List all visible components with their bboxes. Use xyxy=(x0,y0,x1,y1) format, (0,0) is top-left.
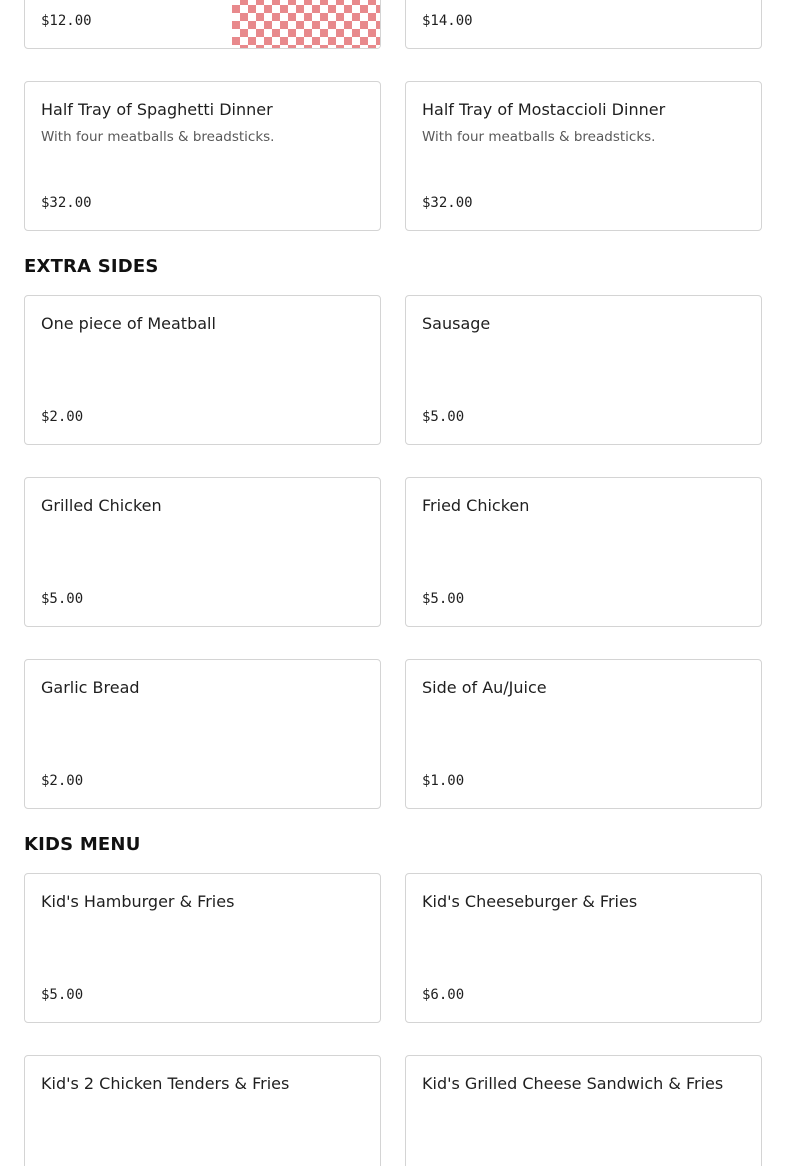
menu-item-kids-chicken-tenders[interactable] xyxy=(24,1055,381,1166)
item-price: $32.00 xyxy=(422,195,473,211)
item-description: With four meatballs & breadsticks. xyxy=(41,129,275,145)
menu-item-kids-cheeseburger[interactable] xyxy=(405,873,762,1023)
item-price: $1.00 xyxy=(422,773,465,789)
pasta-tray-image xyxy=(232,0,380,48)
item-price: $12.00 xyxy=(41,13,92,29)
item-name: Kid's Grilled Cheese Sandwich & Fries xyxy=(422,1074,724,1093)
menu-item-fried-chicken[interactable] xyxy=(405,477,762,627)
item-price: $5.00 xyxy=(41,591,84,607)
item-name: Sausage xyxy=(422,314,491,333)
menu-item-card[interactable] xyxy=(24,0,381,49)
item-price: $6.00 xyxy=(422,987,465,1003)
item-name: Kid's Cheeseburger & Fries xyxy=(422,892,638,911)
menu-item-sausage[interactable] xyxy=(405,295,762,445)
item-name: Kid's 2 Chicken Tenders & Fries xyxy=(41,1074,290,1093)
item-price: $5.00 xyxy=(422,409,465,425)
item-price: $2.00 xyxy=(41,773,84,789)
menu-item-meatball[interactable] xyxy=(24,295,381,445)
item-name: Garlic Bread xyxy=(41,678,140,697)
menu-item-side-au-juice[interactable] xyxy=(405,659,762,809)
item-price: $5.00 xyxy=(422,591,465,607)
item-name: Half Tray of Mostaccioli Dinner xyxy=(422,100,666,119)
item-price: $5.00 xyxy=(41,987,84,1003)
item-name: Kid's Hamburger & Fries xyxy=(41,892,235,911)
item-price: $14.00 xyxy=(422,13,473,29)
item-price: $32.00 xyxy=(41,195,92,211)
menu-item-kids-grilled-cheese[interactable] xyxy=(405,1055,762,1166)
item-name: Side of Au/Juice xyxy=(422,678,547,697)
menu-item-grilled-chicken[interactable] xyxy=(24,477,381,627)
menu-item-half-tray-spaghetti[interactable] xyxy=(24,81,381,231)
item-price: $2.00 xyxy=(41,409,84,425)
menu-item-kids-hamburger[interactable] xyxy=(24,873,381,1023)
item-name: Grilled Chicken xyxy=(41,496,162,515)
menu-item-garlic-bread[interactable] xyxy=(24,659,381,809)
item-name: Half Tray of Spaghetti Dinner xyxy=(41,100,273,119)
section-title-kids-menu: KIDS MENU xyxy=(24,834,141,855)
item-name: One piece of Meatball xyxy=(41,314,216,333)
item-name: Fried Chicken xyxy=(422,496,530,515)
section-title-extra-sides: EXTRA SIDES xyxy=(24,256,159,277)
item-description: With four meatballs & breadsticks. xyxy=(422,129,656,145)
menu-item-half-tray-mostaccioli[interactable] xyxy=(405,81,762,231)
menu-item-card[interactable] xyxy=(405,0,762,49)
